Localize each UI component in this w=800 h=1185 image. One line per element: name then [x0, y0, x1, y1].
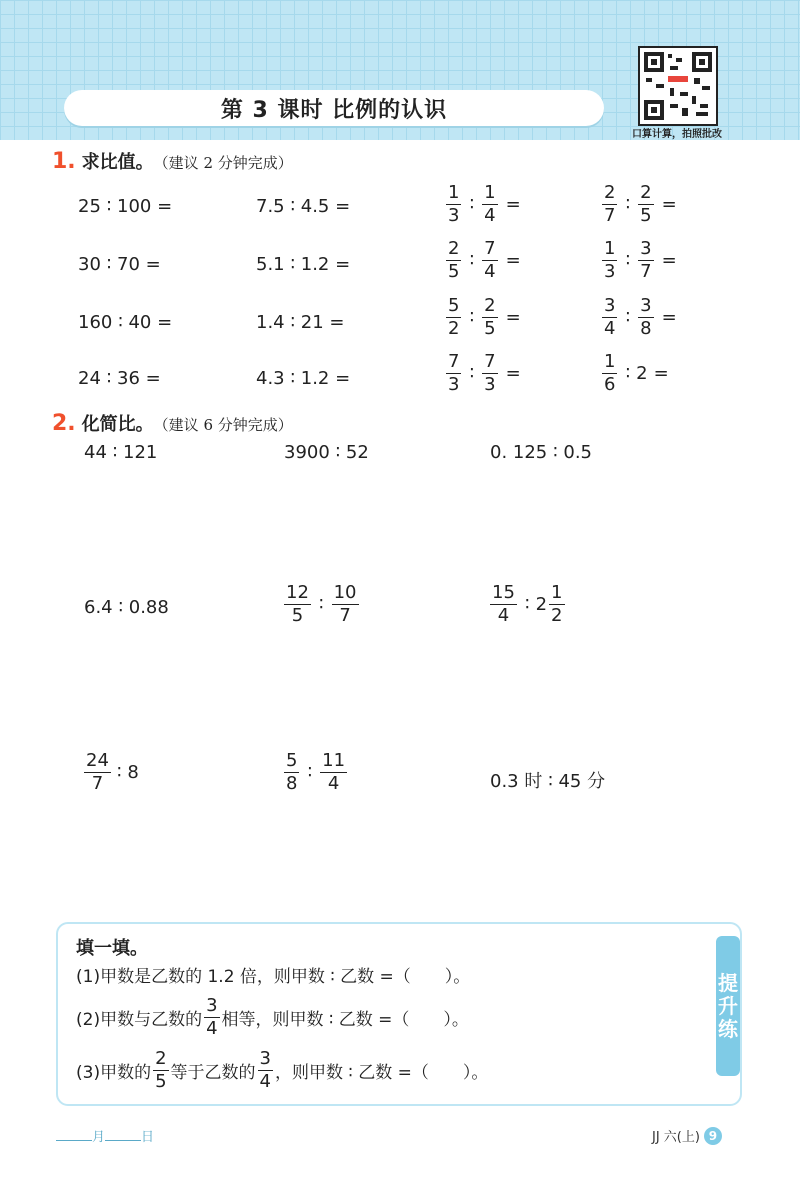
- s2-r3-a: $\frac{24}{7}$ ∶ 8: [86, 750, 139, 794]
- s2-r1-b: 3900 ∶ 52: [284, 442, 369, 463]
- s2-r3-b: $\frac{5}{8}$ ∶ $\frac{11}{4}$: [286, 750, 346, 794]
- s2-r1-a: 44 ∶ 121: [84, 442, 158, 463]
- section1-heading: 求比值。: [81, 152, 154, 173]
- s1-r4-b: 4.3 ∶ 1.2 =: [256, 368, 351, 389]
- practice-q3: (3)甲数的 $\frac{2}{5}$ 等于乙数的 $\frac{3}{4}$ ，则甲数 ∶ 乙数 =（ ）。: [76, 1048, 489, 1092]
- s1-r2-c: $\frac{2}{5}$ ∶ $\frac{7}{4}$ =: [448, 238, 521, 282]
- s1-r4-c: $\frac{7}{3}$ ∶ $\frac{7}{3}$ =: [448, 351, 521, 395]
- s2-r2-c: $\frac{15}{4}$ ∶ 2 $\frac{1}{2}$: [492, 582, 563, 626]
- section2-heading: 化简比。: [81, 414, 154, 435]
- title-bar: [64, 90, 604, 126]
- footer-date: 月 日: [56, 1126, 154, 1145]
- s1-r1-d: $\frac{2}{7}$ ∶ $\frac{2}{5}$ =: [604, 182, 677, 226]
- qr-caption: 口算计算，拍照批改: [632, 129, 722, 140]
- s1-r1-c: $\frac{1}{3}$ ∶ $\frac{1}{4}$ =: [448, 182, 521, 226]
- practice-tab: 提 升 练: [716, 936, 740, 1076]
- s1-r3-c: $\frac{5}{2}$ ∶ $\frac{2}{5}$ =: [448, 295, 521, 339]
- s1-r2-b: 5.1 ∶ 1.2 =: [256, 254, 351, 275]
- s1-r3-a: 160 ∶ 40 =: [78, 312, 173, 333]
- section2-note: （建议 6 分钟完成）: [153, 416, 293, 434]
- section1-header: [52, 148, 293, 174]
- practice-heading: 填一填。: [76, 938, 148, 959]
- s1-r2-d: $\frac{1}{3}$ ∶ $\frac{3}{7}$ =: [604, 238, 677, 282]
- s1-r4-a: 24 ∶ 36 =: [78, 368, 161, 389]
- s1-r1-a: 25 ∶ 100 =: [78, 196, 173, 217]
- book-label: JJ 六(上): [652, 1130, 700, 1145]
- section1-note: （建议 2 分钟完成）: [153, 154, 293, 172]
- s1-r4-d: $\frac{1}{6}$ ∶ 2 =: [604, 351, 669, 395]
- section2-header: [52, 410, 293, 436]
- s1-r2-a: 30 ∶ 70 =: [78, 254, 161, 275]
- s2-r2-a: 6.4 ∶ 0.88: [84, 597, 169, 618]
- s1-r1-b: 7.5 ∶ 4.5 =: [256, 196, 351, 217]
- footer-book: [652, 1126, 722, 1145]
- page-number: 9: [704, 1127, 722, 1145]
- s2-r1-c: 0. 125 ∶ 0.5: [490, 442, 593, 463]
- s1-r3-d: $\frac{3}{4}$ ∶ $\frac{3}{8}$ =: [604, 295, 677, 339]
- s1-r3-b: 1.4 ∶ 21 =: [256, 312, 345, 333]
- practice-q2: (2)甲数与乙数的 $\frac{3}{4}$ 相等，则甲数 ∶ 乙数 =（ ）。: [76, 995, 469, 1039]
- section1-number: 1.: [52, 149, 76, 174]
- practice-q1: (1)甲数是乙数的 1.2 倍，则甲数 ∶ 乙数 =（ ）。: [76, 967, 471, 987]
- qr-code-icon[interactable]: [638, 46, 718, 126]
- s2-r3-c: 0.3 时 ∶ 45 分: [490, 771, 606, 792]
- s2-r2-b: $\frac{12}{5}$ ∶ $\frac{10}{7}$: [286, 582, 357, 626]
- page-title: 第 3 课时 比例的认识: [220, 97, 448, 123]
- section2-number: 2.: [52, 411, 76, 436]
